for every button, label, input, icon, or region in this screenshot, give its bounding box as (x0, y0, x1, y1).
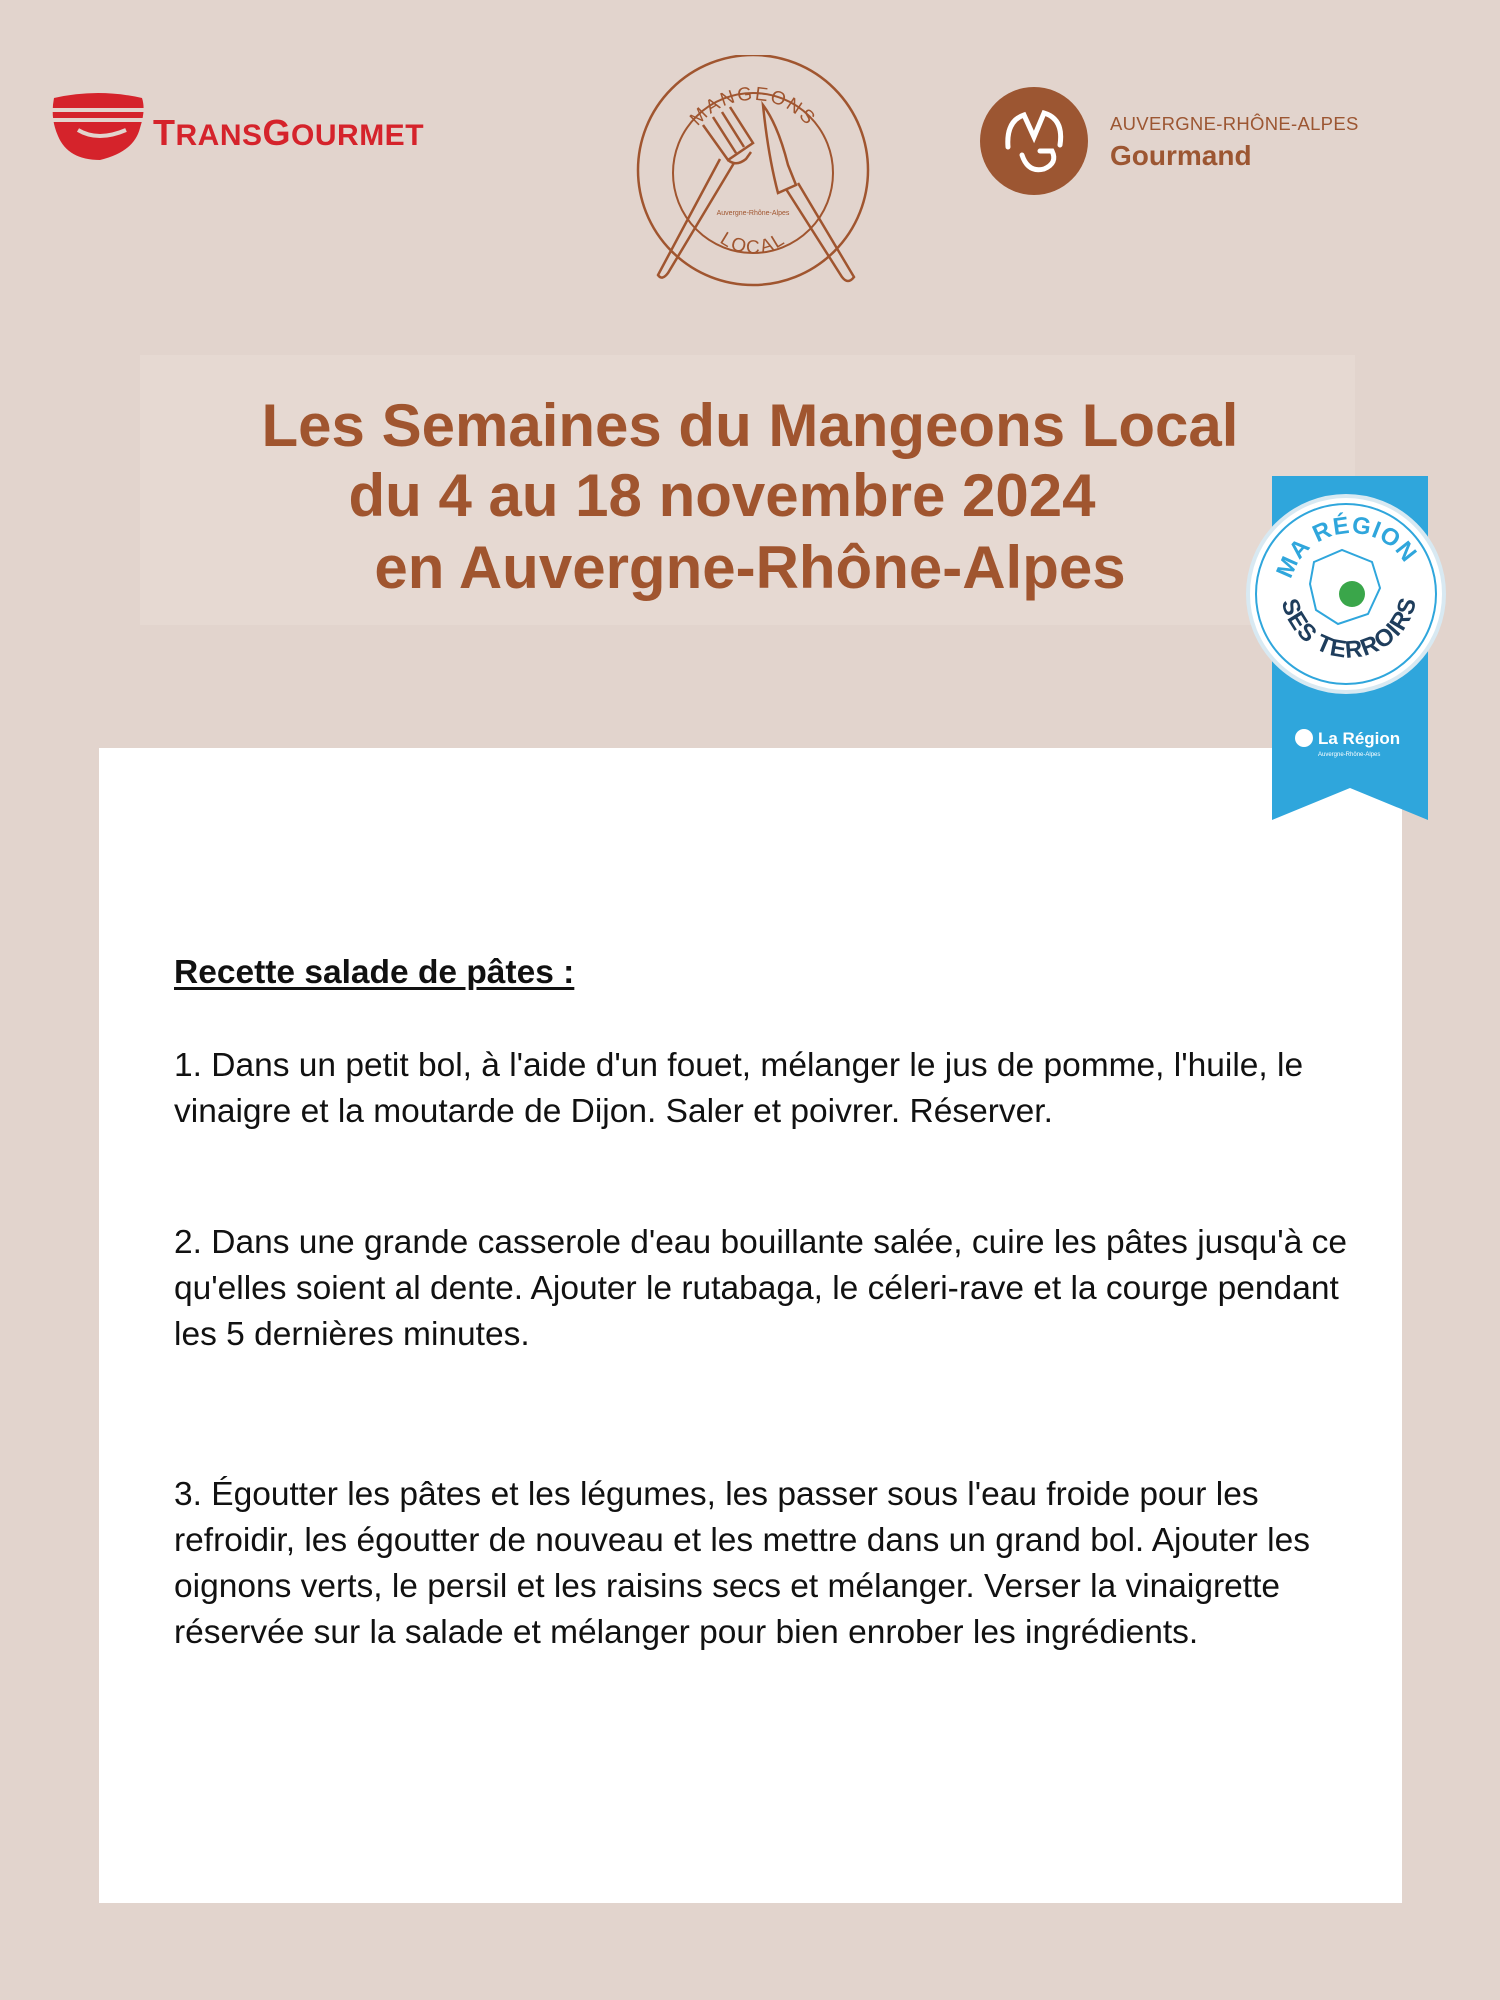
badge-arc-bottom-text: SES TERROIRS (1275, 594, 1423, 664)
green-dot-icon (1339, 581, 1365, 607)
arag-emblem-icon (978, 85, 1090, 197)
recipe-heading: Recette salade de pâtes : (174, 954, 575, 991)
la-region-subtext: Auvergne-Rhône-Alpes (1318, 752, 1381, 758)
page-title-line1: Les Semaines du Mangeons Local (261, 392, 1239, 459)
mangeons-arc-text: MANGEONS (686, 83, 820, 131)
transgourmet-wordmark: TRANSGOURMET (153, 112, 425, 153)
arag-line1: AUVERGNE-RHÔNE-ALPES (1110, 113, 1359, 134)
transgourmet-plate-icon (48, 90, 148, 170)
ma-region-badge (1240, 474, 1452, 820)
recipe-step-2: 2. Dans une grande casserole d'eau bouillante salée, cuire les pâtes jusqu'à ce qu'elles soient al dente. Ajouter le rutabaga, le céleri-rave et la courge pendant les 5 dernières minutes. (174, 1224, 1348, 1353)
page-title-line3: en Auvergne-Rhône-Alpes (374, 534, 1126, 601)
recipe-step-3: 3. Égoutter les pâtes et les légumes, les passer sous l'eau froide pour les refroidir, les égoutter de nouveau et les mettre dans un grand bol. Ajouter les oignons verts, le persil et les raisins secs et mélanger. Verser la vinaigrette réservée sur la salade et mélanger pour bien enrober les ingrédients. (174, 1476, 1310, 1651)
arag-line2: Gourmand (1110, 140, 1252, 171)
mangeons-local-logo (628, 55, 878, 290)
page-title-line2: du 4 au 18 novembre 2024 (348, 462, 1096, 529)
la-region-text: La Région (1318, 729, 1401, 748)
badge-arc-top-text: MA RÉGION (1271, 511, 1423, 582)
recipe-step-1: 1. Dans un petit bol, à l'aide d'un fouet, mélanger le jus de pomme, l'huile, le vinaigre et la moutarde de Dijon. Saler et poivrer. Réserver. (174, 1047, 1304, 1130)
knife-icon (763, 105, 854, 281)
local-arc-text: LOCAL (716, 228, 790, 259)
mangeons-small-text: Auvergne-Rhône-Alpes (716, 210, 790, 217)
transgourmet-logo (48, 90, 468, 170)
la-region-icon (1295, 729, 1313, 747)
arag-logo (978, 85, 1418, 195)
